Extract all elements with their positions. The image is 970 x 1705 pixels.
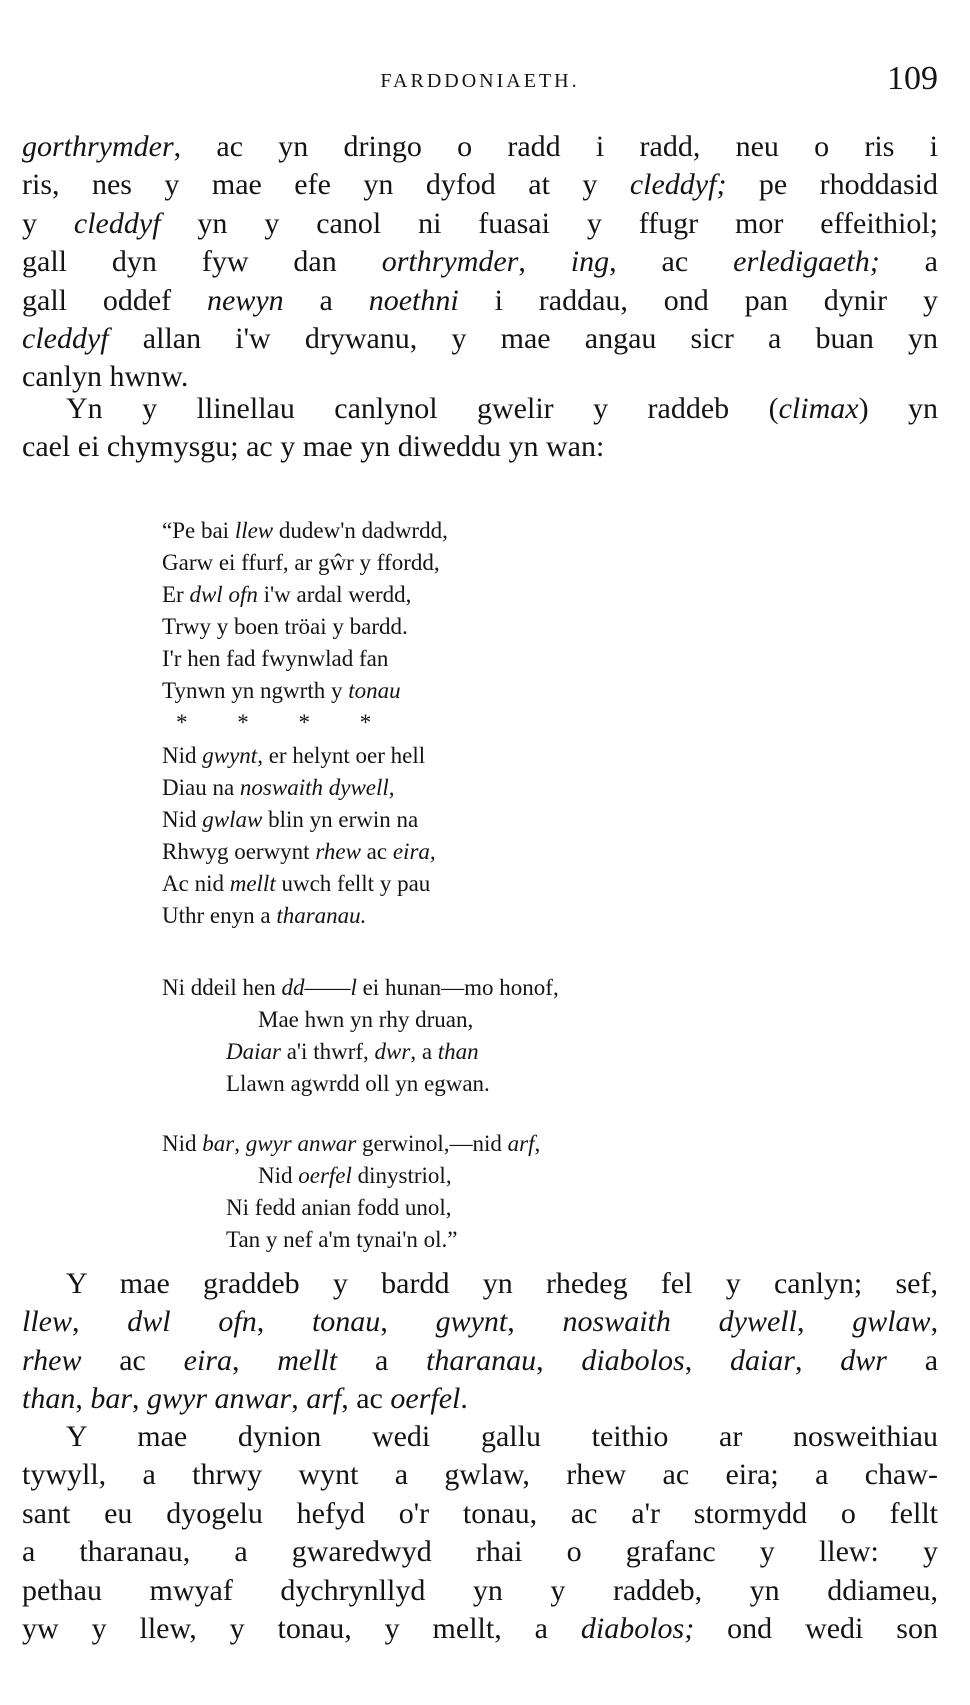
text-run: , xyxy=(796,1305,853,1339)
italic-run: gwyr anwar xyxy=(245,1131,357,1156)
poem-line xyxy=(162,643,448,675)
poem-line xyxy=(162,836,436,868)
text-line xyxy=(22,428,938,466)
poem-line xyxy=(162,515,448,547)
italic-run: tonau xyxy=(348,678,401,703)
italic-run: tharanau. xyxy=(276,903,367,928)
text-run: i'w ardal werdd, xyxy=(257,582,412,607)
text-run: Ac nid xyxy=(162,871,230,896)
text-line xyxy=(22,1265,938,1303)
text-line xyxy=(22,1610,938,1648)
italic-run: dd xyxy=(281,975,305,1000)
text-run: ris, nes y mae efe yn dyfod at y xyxy=(22,168,630,202)
text-run: a xyxy=(886,1343,938,1377)
text-run: Nid xyxy=(162,1131,203,1156)
text-run: allan i'w drywanu, y mae angau sicr a buan yn xyxy=(108,321,938,355)
paragraph xyxy=(22,1265,938,1419)
italic-run: than xyxy=(437,1039,479,1064)
text-run: canlyn hwnw. xyxy=(22,360,189,394)
text-run: , xyxy=(794,1343,841,1377)
text-run: dinystriol, xyxy=(351,1163,452,1188)
text-run: Y mae dynion wedi gallu teithio ar nosweithiau xyxy=(66,1420,938,1453)
poem-line xyxy=(162,611,448,643)
poem-stanza xyxy=(162,1128,540,1256)
text-run: , ac yn dringo o radd i radd, neu o ris i xyxy=(173,130,938,163)
text-run: ond wedi son xyxy=(694,1611,938,1645)
text-run: . xyxy=(460,1382,468,1416)
poem-line xyxy=(162,1192,540,1224)
poem-line xyxy=(162,900,436,932)
text-run: , xyxy=(534,1131,541,1156)
text-run: Yn y llinellau canlynol gwelir y raddeb ( xyxy=(66,392,779,425)
text-line xyxy=(22,1342,938,1380)
text-run: sant eu dyogelu hefyd o'r tonau, ac a'r stormydd o fellt xyxy=(22,1496,938,1530)
text-run: Nid xyxy=(258,1163,299,1188)
text-run: a xyxy=(879,245,938,279)
poem-line xyxy=(162,1224,540,1256)
italic-run: dwl ofn xyxy=(189,582,258,607)
italic-run: diabolos xyxy=(581,1343,685,1377)
page-number: 109 xyxy=(887,60,938,97)
text-line xyxy=(22,1380,938,1418)
text-run: * * * * xyxy=(176,710,372,735)
italic-run: rhew xyxy=(22,1343,82,1377)
text-run: ac xyxy=(360,839,393,864)
italic-run: gwynt xyxy=(435,1305,508,1339)
italic-run: l xyxy=(350,975,357,1000)
italic-run: tonau xyxy=(311,1305,381,1339)
text-run: a tharanau, a gwaredwyd rhai o grafanc y llew: y xyxy=(22,1535,938,1569)
text-line xyxy=(22,1495,938,1533)
italic-run: noswaith dywell xyxy=(562,1305,797,1339)
text-line xyxy=(22,205,938,243)
poem-stanza xyxy=(162,972,559,1100)
text-line xyxy=(22,390,938,428)
text-run: Er xyxy=(162,582,190,607)
text-run: Y mae graddeb y bardd yn rhedeg fel y canlyn; sef, xyxy=(66,1267,938,1300)
text-run: tywyll, a thrwy wynt a gwlaw, rhew ac eira; a chaw- xyxy=(22,1458,938,1492)
text-run: Garw ei ffurf, ar gŵr y ffordd, xyxy=(162,550,440,575)
text-run: Mae hwn yn rhy druan, xyxy=(258,1007,474,1032)
italic-run: mellt xyxy=(277,1343,338,1377)
poem-line xyxy=(162,972,559,1004)
text-line xyxy=(22,166,938,204)
italic-run: erledigaeth; xyxy=(733,245,880,279)
page-header xyxy=(22,60,938,104)
poem-line xyxy=(162,579,448,611)
text-run: uwch fellt y pau xyxy=(275,871,431,896)
italic-run: noethni xyxy=(368,283,459,317)
italic-run: Daiar xyxy=(226,1039,281,1064)
text-run: Trwy y boen tröai y bardd. xyxy=(162,614,408,639)
paragraph xyxy=(22,1418,938,1648)
italic-run: dwr xyxy=(374,1039,411,1064)
italic-run: gwlaw xyxy=(852,1305,931,1339)
text-run: “Pe bai xyxy=(162,518,235,543)
italic-run: tharanau xyxy=(426,1343,537,1377)
poem-line xyxy=(162,1160,540,1192)
italic-run: cleddyf xyxy=(73,206,161,240)
italic-run: bar xyxy=(202,1131,235,1156)
text-run: , a xyxy=(410,1039,438,1064)
text-run: Nid xyxy=(162,743,203,768)
text-run: Ni fedd anian fodd unol, xyxy=(226,1195,452,1220)
text-run: , xyxy=(231,1343,278,1377)
italic-run: gwyr anwar xyxy=(147,1382,292,1416)
italic-run: gorthrymder xyxy=(22,130,174,163)
running-title: FARDDONIAETH. xyxy=(380,70,580,92)
text-run: gall dyn fyw dan xyxy=(22,245,382,279)
poem-line xyxy=(162,1068,559,1100)
section-break xyxy=(162,707,448,739)
poem-line xyxy=(162,675,448,707)
text-run: gerwinol,—nid xyxy=(356,1131,508,1156)
text-line xyxy=(22,128,938,166)
poem-line xyxy=(162,868,436,900)
text-run: , xyxy=(930,1305,938,1339)
poem-line xyxy=(162,772,436,804)
poem-line xyxy=(162,1004,559,1036)
text-run: , xyxy=(72,1305,128,1339)
text-run: , xyxy=(518,245,571,279)
italic-run: ing xyxy=(570,245,610,279)
text-run: Rhwyg oerwynt xyxy=(162,839,316,864)
text-run: cael ei chymysgu; ac y mae yn diweddu yn wan: xyxy=(22,430,605,464)
text-line xyxy=(22,1456,938,1494)
italic-run: arf xyxy=(507,1131,535,1156)
text-run: gall oddef xyxy=(22,283,208,317)
text-run: , xyxy=(507,1305,563,1339)
paragraph xyxy=(22,390,938,467)
poem-stanza xyxy=(162,515,448,739)
poem-stanza xyxy=(162,740,436,932)
poem-line xyxy=(162,1036,559,1068)
text-run: , xyxy=(256,1305,312,1339)
text-run: yn y canol ni fuasai y ffugr mor effeithiol; xyxy=(160,206,938,240)
italic-run: than xyxy=(22,1382,76,1416)
italic-run: cleddyf xyxy=(22,321,109,355)
text-line xyxy=(22,1303,938,1341)
italic-run: oerfel xyxy=(298,1163,352,1188)
italic-run: rhew xyxy=(315,839,361,864)
italic-run: cleddyf; xyxy=(629,168,727,202)
text-run: a'i thwrf, xyxy=(280,1039,375,1064)
italic-run: gwynt xyxy=(202,743,258,768)
text-run: dudew'n dadwrdd, xyxy=(273,518,448,543)
text-run: , er helynt oer hell xyxy=(257,743,426,768)
poem-line xyxy=(162,547,448,579)
text-run: Nid xyxy=(162,807,203,832)
italic-run: bar xyxy=(90,1382,133,1416)
text-run: ac xyxy=(81,1343,184,1377)
italic-run: dwl ofn xyxy=(127,1305,257,1339)
text-run: Tynwn yn ngwrth y xyxy=(162,678,349,703)
italic-run: orthrymder xyxy=(381,245,519,279)
text-run: blin yn erwin na xyxy=(262,807,419,832)
text-run: , xyxy=(75,1382,91,1416)
text-run: Diau na xyxy=(162,775,240,800)
text-line xyxy=(22,282,938,320)
italic-run: dwr xyxy=(840,1343,887,1377)
text-run: a xyxy=(283,283,369,317)
text-run: Uthr enyn a xyxy=(162,903,277,928)
text-run: , xyxy=(291,1382,307,1416)
text-run: pethau mwyaf dychrynllyd yn y raddeb, yn ddiameu, xyxy=(22,1573,938,1607)
italic-run: llew xyxy=(234,518,274,543)
text-run: pe rhoddasid xyxy=(726,168,938,202)
italic-run: mellt xyxy=(229,871,276,896)
text-run: , ac xyxy=(609,245,734,279)
text-run: Ni ddeil hen xyxy=(162,975,282,1000)
text-run: y xyxy=(22,206,74,240)
text-line xyxy=(22,1418,938,1456)
text-run: ) yn xyxy=(858,392,938,425)
text-run: Llawn agwrdd oll yn egwan. xyxy=(226,1071,490,1096)
text-run: , xyxy=(132,1382,148,1416)
italic-run: eira, xyxy=(392,839,436,864)
text-run: i raddau, ond pan dynir y xyxy=(458,283,938,317)
text-line xyxy=(22,243,938,281)
italic-run: newyn xyxy=(207,283,284,317)
text-run: a xyxy=(337,1343,427,1377)
text-run: Tan y nef a'm tynai'n ol.” xyxy=(226,1227,458,1252)
paragraph xyxy=(22,128,938,397)
italic-run: llew xyxy=(22,1305,72,1339)
text-line xyxy=(22,1572,938,1610)
italic-run: gwlaw xyxy=(202,807,263,832)
text-run: , xyxy=(536,1343,582,1377)
italic-run: oerfel xyxy=(390,1382,461,1416)
poem-line xyxy=(162,1128,540,1160)
italic-run: daiar xyxy=(729,1343,795,1377)
italic-run: noswaith dywell, xyxy=(239,775,395,800)
text-run: yw y llew, y tonau, y mellt, a xyxy=(22,1611,581,1645)
italic-run: diabolos; xyxy=(580,1611,695,1645)
text-run: , ac xyxy=(341,1382,391,1416)
text-line xyxy=(22,320,938,358)
text-run: I'r hen fad fwynwlad fan xyxy=(162,646,389,671)
italic-run: eira xyxy=(183,1343,232,1377)
italic-run: arf xyxy=(306,1382,342,1416)
text-run: ei hunan—mo honof, xyxy=(356,975,559,1000)
text-run: , xyxy=(684,1343,730,1377)
italic-run: climax xyxy=(778,392,859,425)
text-run: , xyxy=(380,1305,436,1339)
text-run: , xyxy=(234,1131,246,1156)
poem-line xyxy=(162,804,436,836)
text-line xyxy=(22,1533,938,1571)
text-run: —— xyxy=(304,975,351,1000)
poem-line xyxy=(162,740,436,772)
